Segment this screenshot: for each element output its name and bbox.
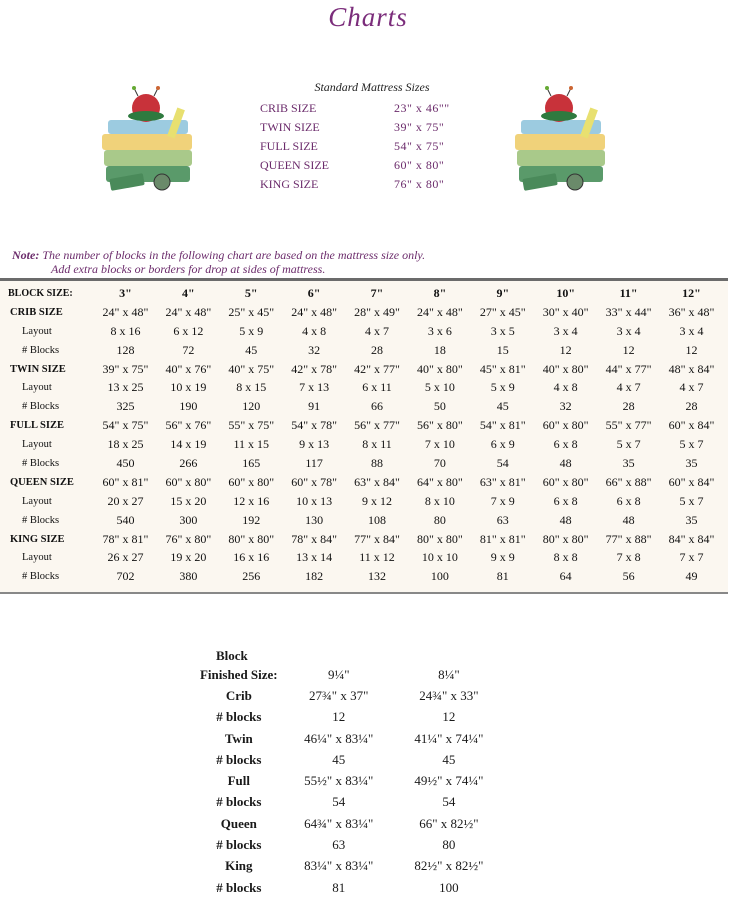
note-text (12, 248, 425, 276)
table-cell: 64" x 80" (417, 474, 463, 489)
table-cell: 100 (430, 569, 449, 584)
table-cell: 28 (685, 399, 698, 414)
table-cell: 4 x 8 (553, 380, 578, 395)
table-cell: 7 x 10 (424, 437, 455, 452)
table-cell: 26 x 27 (107, 550, 144, 565)
row-label: Twin (224, 730, 253, 746)
table-cell: 48 (622, 512, 635, 527)
table-cell: 32 (308, 342, 321, 357)
table-cell: 48 (559, 455, 572, 470)
table-cell: 4 x 8 (302, 323, 327, 338)
mattress-value: 76" x 80" (394, 177, 445, 191)
table-cell: 84" x 84" (668, 531, 715, 546)
table-cell: 60" x 80" (165, 474, 212, 489)
table-cell: 25" x 45" (228, 304, 275, 319)
row-label: # blocks (216, 709, 262, 725)
table-cell: 40" x 80" (542, 361, 589, 376)
mattress-row-twin (260, 120, 500, 139)
table-cell: 88 (371, 455, 383, 470)
note-line-2: Add extra blocks or borders for drop at sides of mattress. (51, 262, 326, 276)
table-cell: 9 x 12 (362, 493, 392, 508)
table-cell: 3 x 4 (616, 323, 641, 338)
table-cell: 300 (179, 512, 198, 527)
table-cell: 60" x 78" (291, 474, 338, 489)
table-cell: 7 x 9 (490, 493, 515, 508)
table-cell: 3 x 5 (490, 323, 515, 338)
table-cell: 49½" x 74¼" (414, 773, 484, 789)
table-cell: 80 (433, 512, 446, 527)
mattress-sizes-title: Standard Mattress Sizes (314, 80, 430, 94)
table-cell: 42" x 77" (354, 361, 400, 376)
mattress-label: KING SIZE (260, 177, 319, 191)
row-label: # Blocks (22, 401, 60, 413)
table-cell: 41¼" x 74¼" (414, 730, 484, 746)
table-cell: 83¼" x 83¼" (304, 858, 374, 874)
block-size-column-header: 5" (244, 285, 258, 300)
list-item (194, 856, 504, 877)
table-cell: 66" x 88" (605, 474, 652, 489)
table-cell: 13 x 14 (296, 550, 333, 565)
mattress-row-king (260, 177, 500, 196)
row-label: # blocks (216, 837, 262, 853)
table-cell: 4 x 7 (365, 323, 389, 338)
finished-size-col-2: 8¼" (438, 666, 460, 682)
table-cell: 72 (182, 342, 195, 357)
table-cell: 54 (332, 794, 346, 810)
table-cell: 46¼" x 83¼" (304, 730, 374, 746)
block-size-header: BLOCK SIZE: (8, 287, 73, 299)
table-cell: 24" x 48" (102, 304, 149, 319)
table-cell: 56" x 77" (354, 418, 400, 433)
mattress-value: 54" x 75" (394, 139, 445, 153)
table-cell: 266 (179, 455, 198, 470)
row-label: Layout (22, 325, 52, 337)
table-cell: 80" x 80" (228, 531, 275, 546)
table-row (6, 303, 723, 322)
table-cell: 70 (433, 455, 446, 470)
mattress-label: CRIB SIZE (260, 101, 317, 115)
list-item (194, 813, 504, 834)
table-cell: 256 (242, 569, 261, 584)
block-size-column-header: 4" (182, 285, 195, 300)
row-label: KING SIZE (10, 533, 65, 545)
table-row (6, 322, 723, 341)
row-label: Layout (22, 495, 52, 507)
table-cell: 55" x 77" (605, 418, 652, 433)
block-size-column-header: 6" (307, 285, 321, 300)
mattress-value: 39" x 75" (394, 120, 445, 134)
table-cell: 42" x 78" (291, 361, 338, 376)
table-row (6, 416, 723, 435)
table-cell: 6 x 8 (553, 437, 578, 452)
table-cell: 64¾" x 83¼" (304, 815, 374, 831)
table-cell: 8 x 16 (110, 323, 141, 338)
table-cell: 76" x 80" (165, 531, 212, 546)
table-cell: 45 (442, 751, 456, 767)
table-row (6, 530, 723, 549)
table-cell: 49 (685, 569, 698, 584)
mattress-row-full (260, 139, 500, 158)
sewing-notions-illustration (98, 86, 198, 196)
table-cell: 54" x 81" (479, 418, 526, 433)
row-label: Layout (22, 552, 52, 564)
table-cell: 8 x 11 (362, 437, 392, 452)
table-cell: 56" x 80" (417, 418, 463, 433)
table-cell: 11 x 15 (233, 437, 269, 452)
table-cell: 78" x 84" (291, 531, 338, 546)
table-cell: 24" x 48" (291, 304, 338, 319)
table-cell: 540 (116, 512, 135, 527)
table-row (6, 360, 723, 379)
table-cell: 63" x 81" (479, 474, 526, 489)
table-cell: 6 x 8 (553, 493, 578, 508)
table-cell: 7 x 7 (679, 550, 704, 565)
table-cell: 120 (242, 399, 261, 414)
table-cell: 12 (442, 709, 456, 725)
table-cell: 66" x 82½" (419, 815, 479, 831)
finished-size-table (194, 648, 504, 898)
list-item (194, 877, 504, 898)
table-cell: 45 (245, 342, 258, 357)
table-cell: 12 (559, 342, 572, 357)
table-cell: 12 (685, 342, 698, 357)
block-size-column-header: 11" (619, 285, 638, 300)
table-cell: 18 x 25 (107, 437, 144, 452)
table-cell: 100 (439, 879, 459, 895)
table-cell: 55½" x 83¼" (304, 773, 374, 789)
table-cell: 77" x 84" (354, 531, 400, 546)
table-row (6, 511, 723, 530)
table-cell: 7 x 13 (299, 380, 330, 395)
table-cell: 60" x 80" (542, 418, 589, 433)
table-cell: 15 (496, 342, 509, 357)
mattress-label: QUEEN SIZE (260, 158, 329, 172)
table-cell: 45" x 81" (479, 361, 526, 376)
row-label: # blocks (216, 751, 262, 767)
table-cell: 40" x 75" (228, 361, 275, 376)
table-cell: 5 x 9 (490, 380, 515, 395)
table-cell: 450 (116, 455, 135, 470)
table-cell: 6 x 11 (362, 380, 392, 395)
block-size-column-header: 8" (433, 285, 447, 300)
table-cell: 165 (242, 455, 261, 470)
row-label: King (225, 858, 253, 874)
row-label: # blocks (216, 879, 262, 895)
note-label: Note: (12, 248, 40, 262)
finished-size-head-row (194, 648, 504, 664)
table-cell: 50 (433, 399, 446, 414)
list-item (194, 707, 504, 728)
table-cell: 35 (685, 512, 698, 527)
table-cell: 380 (179, 569, 198, 584)
table-cell: 132 (368, 569, 386, 584)
table-cell: 48" x 84" (668, 361, 715, 376)
table-cell: 192 (242, 512, 261, 527)
block-chart-table (6, 284, 723, 586)
table-cell: 27¾" x 37" (309, 687, 369, 703)
table-cell: 33" x 44" (605, 304, 652, 319)
table-cell: 10 x 10 (421, 550, 458, 565)
finished-size-col-1: 9¼" (327, 666, 350, 682)
table-cell: 16 x 16 (233, 550, 270, 565)
list-item (194, 685, 504, 706)
table-cell: 77" x 88" (605, 531, 652, 546)
row-label: # Blocks (22, 514, 60, 526)
row-label: FULL SIZE (10, 420, 64, 432)
table-cell: 190 (179, 399, 198, 414)
table-cell: 63 (496, 512, 509, 527)
table-cell: 81" x 81" (479, 531, 526, 546)
list-item (194, 728, 504, 749)
table-cell: 14 x 19 (170, 437, 207, 452)
block-size-column-header: 10" (556, 285, 576, 300)
table-cell: 60" x 80" (542, 474, 589, 489)
table-cell: 56" x 76" (165, 418, 212, 433)
table-cell: 8 x 8 (553, 550, 578, 565)
table-cell: 128 (116, 342, 135, 357)
table-cell: 5 x 7 (616, 437, 641, 452)
list-item (194, 834, 504, 855)
table-cell: 40" x 80" (417, 361, 463, 376)
table-cell: 44" x 77" (605, 361, 652, 376)
table-cell: 20 x 27 (107, 493, 144, 508)
mattress-label: FULL SIZE (260, 139, 318, 153)
mattress-sizes-list (260, 101, 500, 196)
table-cell: 19 x 20 (170, 550, 207, 565)
table-cell: 35 (685, 455, 698, 470)
table-cell: 13 x 25 (107, 380, 144, 395)
row-label: Layout (22, 439, 52, 451)
chart-header-row (6, 284, 723, 303)
mattress-value: 23" x 46"" (394, 101, 450, 115)
table-cell: 55" x 75" (228, 418, 275, 433)
table-row (6, 492, 723, 511)
table-cell: 32 (559, 399, 572, 414)
table-cell: 24" x 48" (165, 304, 212, 319)
table-cell: 10 x 13 (296, 493, 333, 508)
mattress-label: TWIN SIZE (260, 120, 320, 134)
table-cell: 117 (305, 455, 323, 470)
table-cell: 40" x 76" (165, 361, 212, 376)
row-label: TWIN SIZE (10, 363, 66, 375)
table-row (6, 567, 723, 586)
table-cell: 8 x 15 (236, 380, 267, 395)
table-cell: 39" x 75" (102, 361, 149, 376)
note-line-1: The number of blocks in the following chart are based on the mattress size only. (42, 248, 426, 262)
block-size-column-header: 3" (119, 285, 132, 300)
table-cell: 45 (332, 751, 346, 767)
table-cell: 5 x 7 (679, 437, 704, 452)
list-item (194, 770, 504, 791)
table-cell: 130 (305, 512, 324, 527)
table-cell: 60" x 84" (668, 418, 715, 433)
table-cell: 702 (116, 569, 135, 584)
sewing-notions-illustration (511, 86, 611, 196)
table-cell: 60" x 84" (668, 474, 715, 489)
table-cell: 64 (559, 569, 572, 584)
row-label: # blocks (216, 794, 262, 810)
table-cell: 12 x 16 (233, 493, 270, 508)
table-row (6, 397, 723, 416)
table-cell: 54" x 75" (102, 418, 149, 433)
table-cell: 54" x 78" (291, 418, 338, 433)
row-label: Layout (22, 382, 52, 394)
row-label: Full (227, 773, 251, 789)
row-label: Queen (220, 815, 257, 831)
table-cell: 10 x 19 (170, 380, 207, 395)
table-cell: 28 (371, 342, 383, 357)
table-cell: 36" x 48" (668, 304, 715, 319)
table-cell: 81 (496, 569, 509, 584)
row-label: # Blocks (22, 457, 60, 469)
table-cell: 54 (496, 455, 509, 470)
table-cell: 91 (308, 399, 321, 414)
mattress-row-queen (260, 158, 500, 177)
table-cell: 60" x 81" (102, 474, 149, 489)
table-cell: 11 x 12 (359, 550, 395, 565)
row-label: # Blocks (22, 344, 60, 356)
table-cell: 5 x 9 (239, 323, 264, 338)
finished-size-row (194, 664, 504, 685)
table-cell: 8 x 10 (424, 493, 455, 508)
table-row (6, 378, 723, 397)
table-row (6, 341, 723, 360)
table-cell: 325 (116, 399, 135, 414)
table-cell: 3 x 4 (679, 323, 704, 338)
row-label: QUEEN SIZE (10, 476, 74, 488)
table-cell: 28 (622, 399, 635, 414)
block-head-label: Block (216, 648, 248, 663)
table-cell: 24¾" x 33" (419, 687, 479, 703)
table-cell: 12 (622, 342, 635, 357)
table-cell: 6 x 8 (616, 493, 641, 508)
table-cell: 63" x 84" (354, 474, 400, 489)
table-cell: 5 x 10 (424, 380, 455, 395)
mattress-row-crib (260, 101, 500, 120)
table-cell: 45 (496, 399, 509, 414)
row-label: # Blocks (22, 571, 60, 583)
row-label: Crib (225, 687, 252, 703)
table-cell: 182 (305, 569, 324, 584)
table-row (6, 454, 723, 473)
block-size-column-header: 12" (682, 285, 701, 300)
block-size-column-header: 9" (496, 285, 510, 300)
page-title: Charts (328, 2, 408, 32)
block-size-column-header: 7" (370, 285, 384, 300)
table-cell: 9 x 9 (490, 550, 515, 565)
table-cell: 4 x 7 (679, 380, 704, 395)
row-label: CRIB SIZE (10, 306, 63, 318)
table-cell: 6 x 9 (490, 437, 515, 452)
table-cell: 60" x 80" (228, 474, 275, 489)
table-row (6, 548, 723, 567)
table-cell: 5 x 7 (679, 493, 704, 508)
table-cell: 9 x 13 (299, 437, 330, 452)
table-cell: 7 x 8 (616, 550, 641, 565)
table-cell: 48 (559, 512, 572, 527)
mattress-value: 60" x 80" (394, 158, 445, 172)
table-cell: 81 (332, 879, 346, 895)
table-row (6, 473, 723, 492)
table-cell: 30" x 40" (542, 304, 589, 319)
table-cell: 56 (622, 569, 635, 584)
table-cell: 3 x 4 (553, 323, 578, 338)
table-cell: 18 (433, 342, 446, 357)
table-cell: 4 x 7 (616, 380, 641, 395)
table-cell: 63 (332, 837, 346, 853)
list-item (194, 749, 504, 770)
table-cell: 12 (332, 709, 346, 725)
table-cell: 78" x 81" (102, 531, 149, 546)
table-cell: 108 (368, 512, 386, 527)
table-row (6, 435, 723, 454)
table-cell: 80" x 80" (417, 531, 463, 546)
table-cell: 35 (622, 455, 635, 470)
table-cell: 6 x 12 (173, 323, 204, 338)
table-cell: 54 (442, 794, 456, 810)
table-cell: 82½" x 82½" (414, 858, 484, 874)
table-cell: 80 (442, 837, 456, 853)
table-cell: 15 x 20 (170, 493, 207, 508)
block-chart-panel (0, 278, 728, 594)
table-cell: 3 x 6 (427, 323, 452, 338)
table-cell: 27" x 45" (479, 304, 526, 319)
table-cell: 80" x 80" (542, 531, 589, 546)
table-cell: 28" x 49" (354, 304, 400, 319)
table-cell: 66 (371, 399, 383, 414)
table-cell: 24" x 48" (417, 304, 463, 319)
list-item (194, 792, 504, 813)
finished-size-label: Finished Size: (199, 666, 278, 682)
